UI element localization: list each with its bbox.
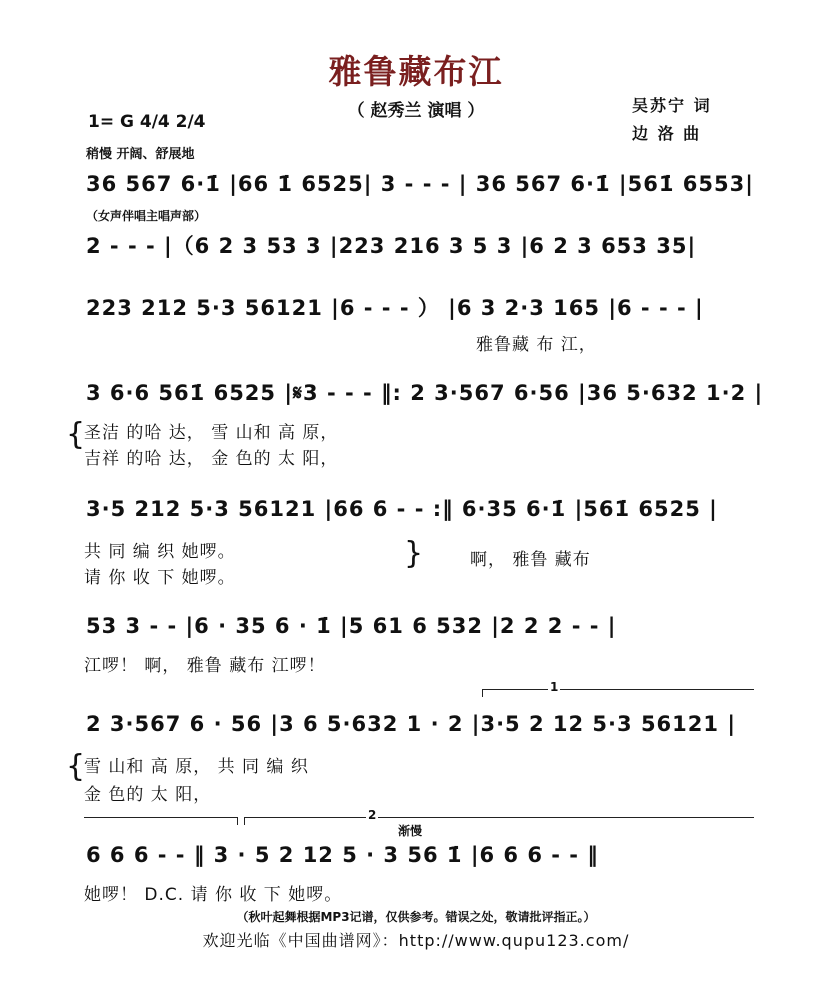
expression-mark: 渐慢 — [398, 824, 423, 838]
score-line-2: 2 - - - |（6 2 3 53 3 |223 216 3 5 3 |6 2 3 653 35| — [86, 234, 697, 258]
lyrics-line-4-verse-1: 圣洁 的哈 达， 雪 山和 高 原， — [84, 423, 339, 443]
score-line-8: 6 6 6 - - ‖ 3 · 5 2 12 5 · 3 56 1̇ |6 6 6 - - ‖ — [86, 843, 599, 867]
verse-brace: { — [66, 417, 86, 452]
page-title: 雅鲁藏布江 — [328, 52, 504, 91]
lyrics-line-5-verse-1: 共 同 编 织 她啰。 — [84, 542, 236, 562]
score-line-4: 3 6·6 561̇ 6525 |𝄋3 - - - ‖: 2 3·567 6·56 |36 5·632 1·2 | — [86, 381, 764, 405]
lyrics-line-4-verse-2: 吉祥 的哈 达， 金 色的 太 阳， — [84, 449, 339, 469]
volta-1-continuation — [84, 817, 238, 818]
score-line-5: 3·5 212 5·3 56121 |66 6 - - :‖ 6·35 6·1̇ |561̇ 6525 | — [86, 497, 718, 521]
volta-2-tick — [244, 817, 245, 825]
tempo-mark: 稍慢 开阔、舒展地 — [86, 147, 195, 162]
volta-1-tick — [482, 689, 483, 697]
lyricist-credit: 吴苏宁 词 — [632, 96, 712, 115]
score-line-1: 36 567 6·1̇ |66 1̇ 6525| 3 - - - | 36 567 6·1̇ |561̇ 6553| — [86, 172, 754, 196]
transcription-note: （秋叶起舞根据MP3记谱，仅供参考。错误之处，敬请批评指正。） — [236, 910, 596, 924]
lyrics-line-5-right: 啊， 雅鲁 藏布 — [470, 550, 591, 570]
composer-credit: 边 洛 曲 — [632, 124, 702, 143]
volta-1-label: 1 — [550, 680, 559, 694]
lyrics-line-7-verse-1: 雪 山和 高 原， 共 同 编 织 — [84, 757, 309, 777]
score-line-3: 223 212 5·3 56121 |6 - - - ） |6 3 2·3 165 |6 - - - | — [86, 296, 704, 320]
performer-subtitle: （ 赵秀兰 演唱 ） — [347, 101, 485, 121]
lyrics-line-3: 雅鲁藏 布 江， — [476, 335, 597, 355]
verse-brace-2: { — [66, 749, 86, 784]
verse-brace-right: } — [404, 536, 424, 571]
volta-1-bracket — [482, 689, 754, 690]
volta-2-bracket — [244, 817, 754, 818]
lyrics-line-5-verse-2: 请 你 收 下 她啰。 — [84, 568, 236, 588]
score-line-7: 2 3·567 6 · 56 |3 6 5·632 1 · 2 |3·5 2 12 5·3 56121 | — [86, 712, 736, 736]
lyrics-line-6: 江啰！ 啊， 雅鲁 藏布 江啰！ — [84, 656, 326, 676]
site-credit: 欢迎光临《中国曲谱网》：http://www.qupu123.com/ — [202, 931, 630, 950]
score-line-6: 53 3 - - |6 · 35 6 · 1̇ |5 61 6 532 |2 2 2 - - | — [86, 614, 617, 638]
lyrics-line-8: 她啰！ D.C. 请 你 收 下 她啰。 — [84, 885, 343, 905]
part-annotation: （女声伴唱主唱声部） — [86, 209, 207, 223]
volta-1-end-tick — [237, 817, 238, 825]
key-signature: 1= G 4/4 2/4 — [88, 112, 206, 132]
lyrics-line-7-verse-2: 金 色的 太 阳， — [84, 785, 212, 805]
volta-2-label: 2 — [368, 808, 377, 822]
